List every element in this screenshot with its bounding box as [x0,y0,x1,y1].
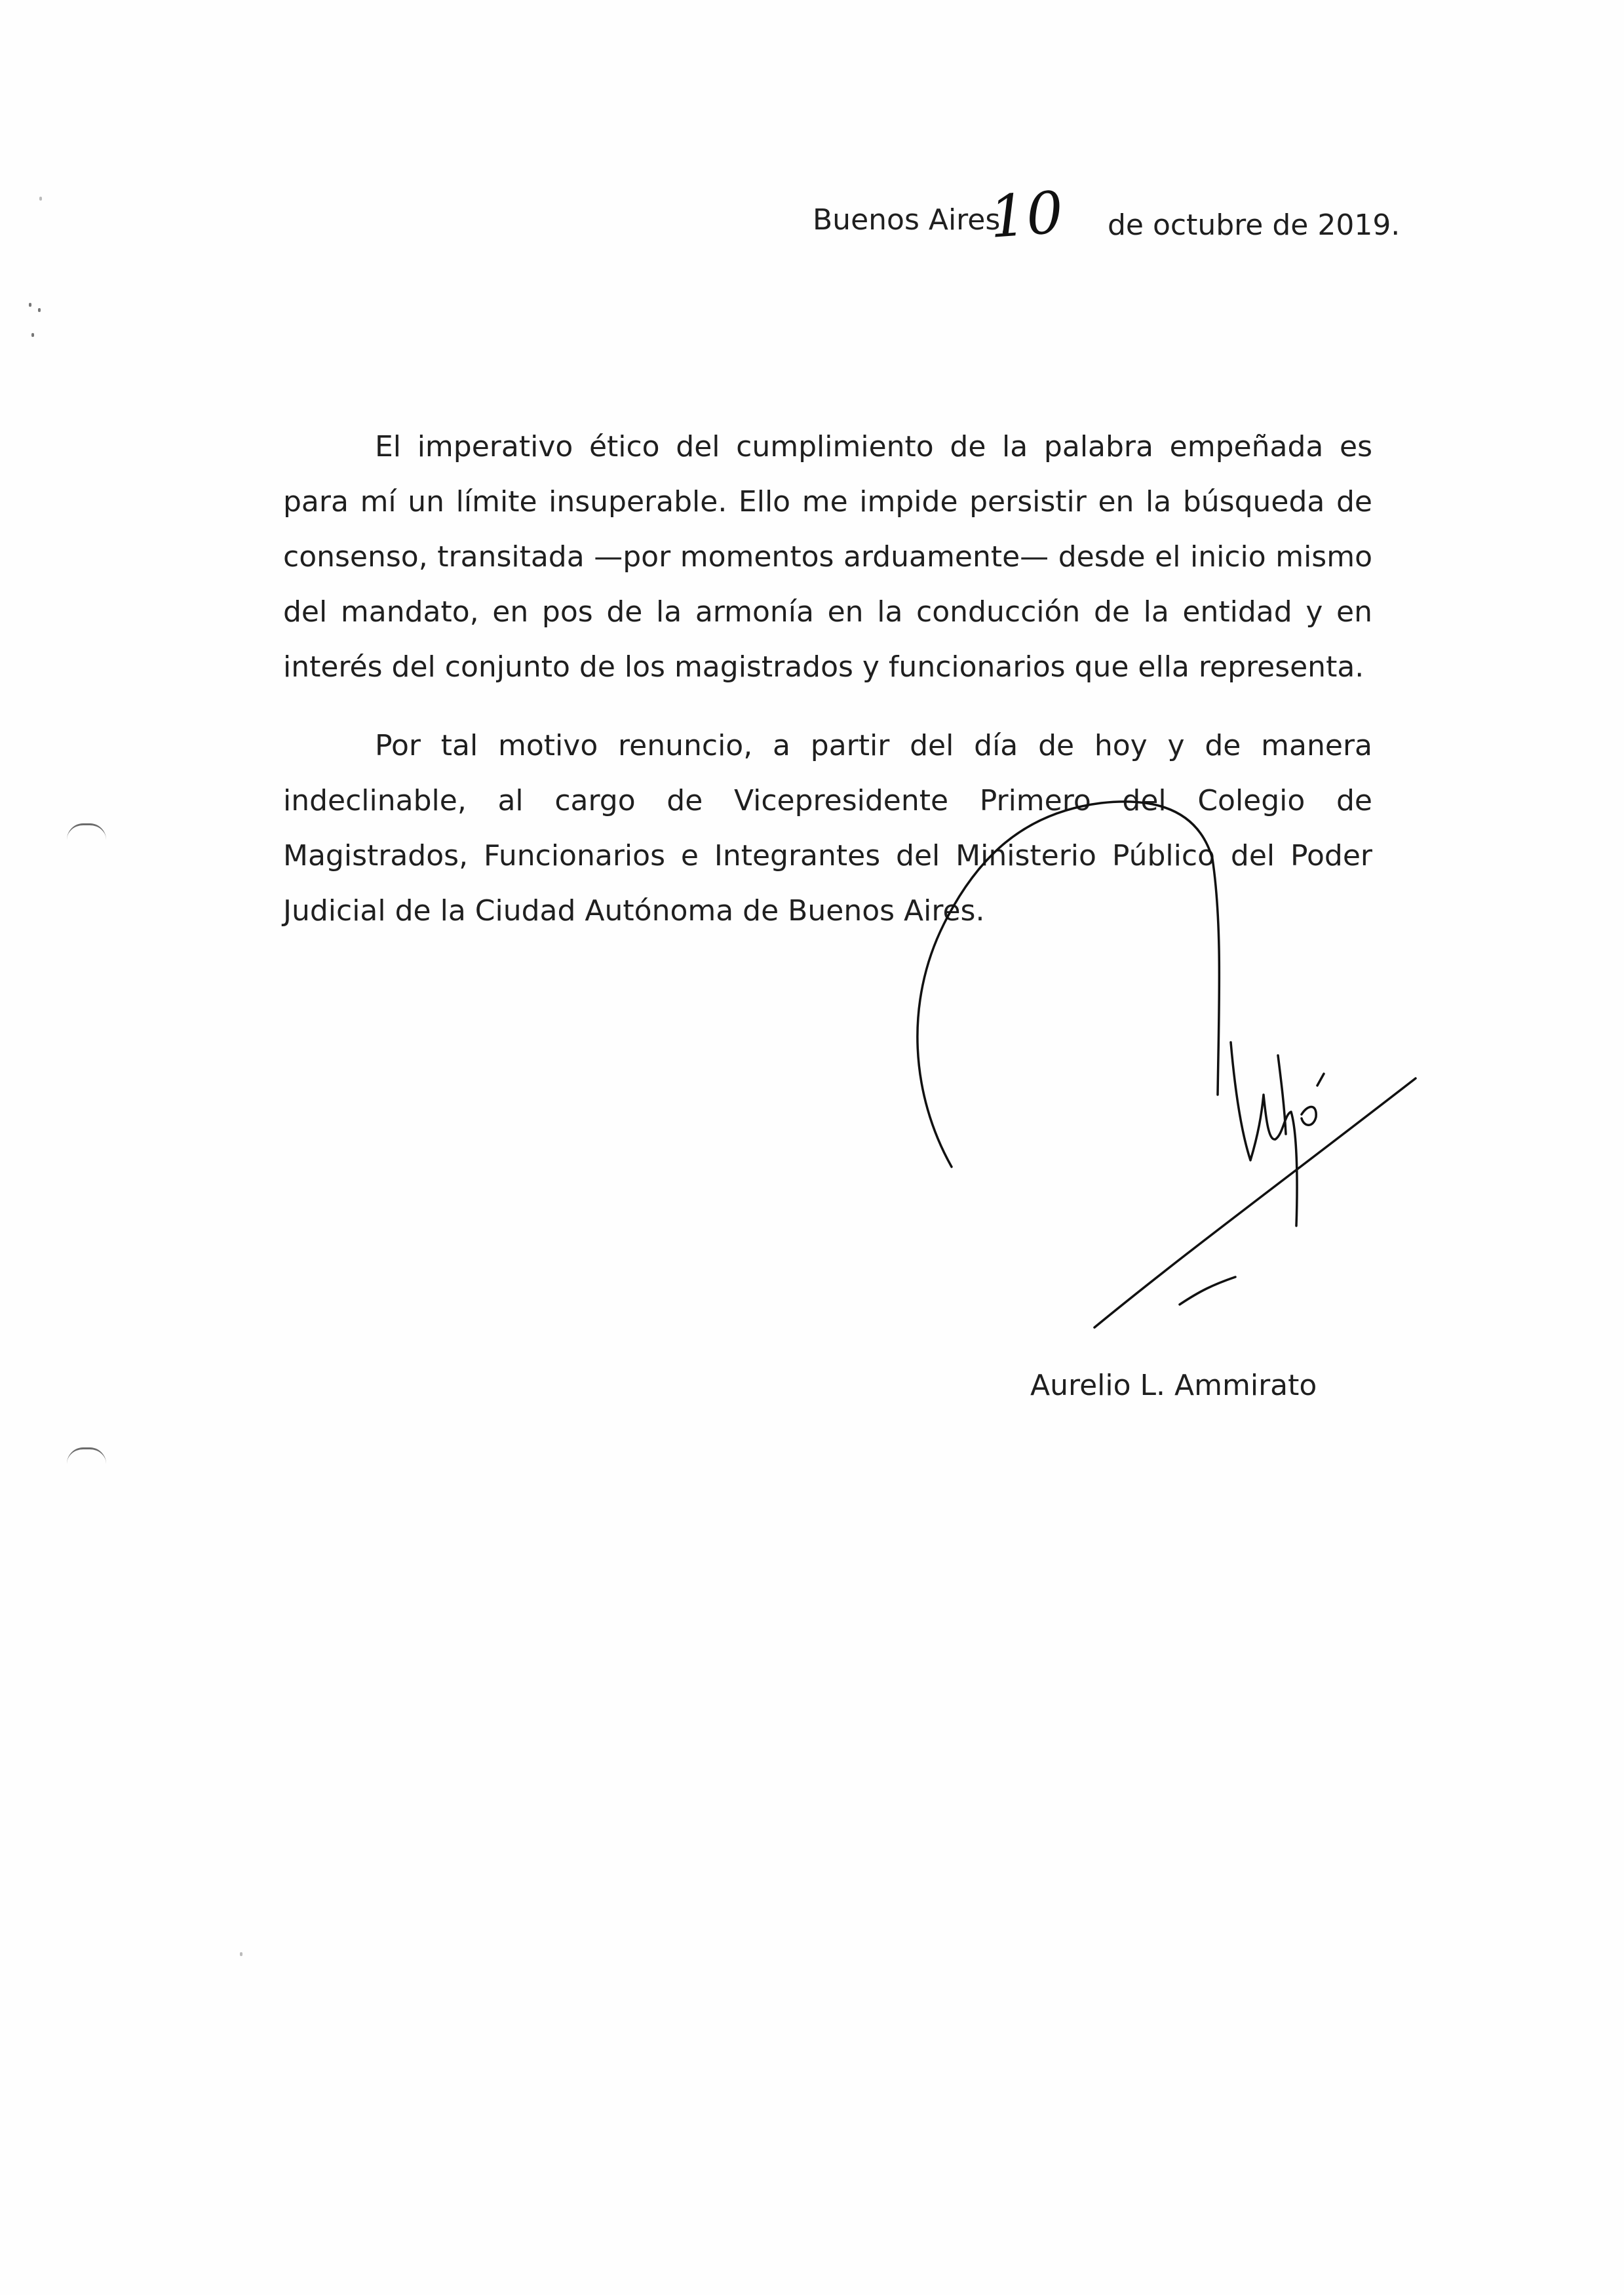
date-day-handwritten: 10 [987,178,1066,251]
scan-speck [38,308,41,312]
date-place: Buenos Aires, [813,203,1010,237]
scan-speck [29,303,31,307]
body-paragraph-2: Por tal motivo renuncio, a partir del día de hoy y de manera indeclinable, al cargo de Vicepresidente Primero del Colegio de Magistrados, Funcionarios e Integrantes del Ministerio Público del Poder Judicial de la Ciudad Autónoma de Buenos Aires. [283,729,1372,928]
body-paragraph-1: El imperativo ético del cumplimiento de la palabra empeñada es para mí un límite insuperable. Ello me impide persistir en la búsqueda de consenso, transitada —por momentos arduamente— desde el inicio mismo del mandato, en pos de la armonía en la conducción de la entidad y en interés del conjunto de los magistrados y funcionarios que ella representa. [283,430,1372,684]
punch-hole-mark [67,1447,106,1464]
scan-speck [240,1952,242,1956]
punch-hole-mark [67,823,106,840]
date-month-year: de octubre de 2019. [1108,208,1401,242]
signer-name: Aurelio L. Ammirato [1030,1369,1317,1402]
scan-speck [31,333,34,337]
date-line [813,178,1401,256]
scan-speck [39,197,42,201]
